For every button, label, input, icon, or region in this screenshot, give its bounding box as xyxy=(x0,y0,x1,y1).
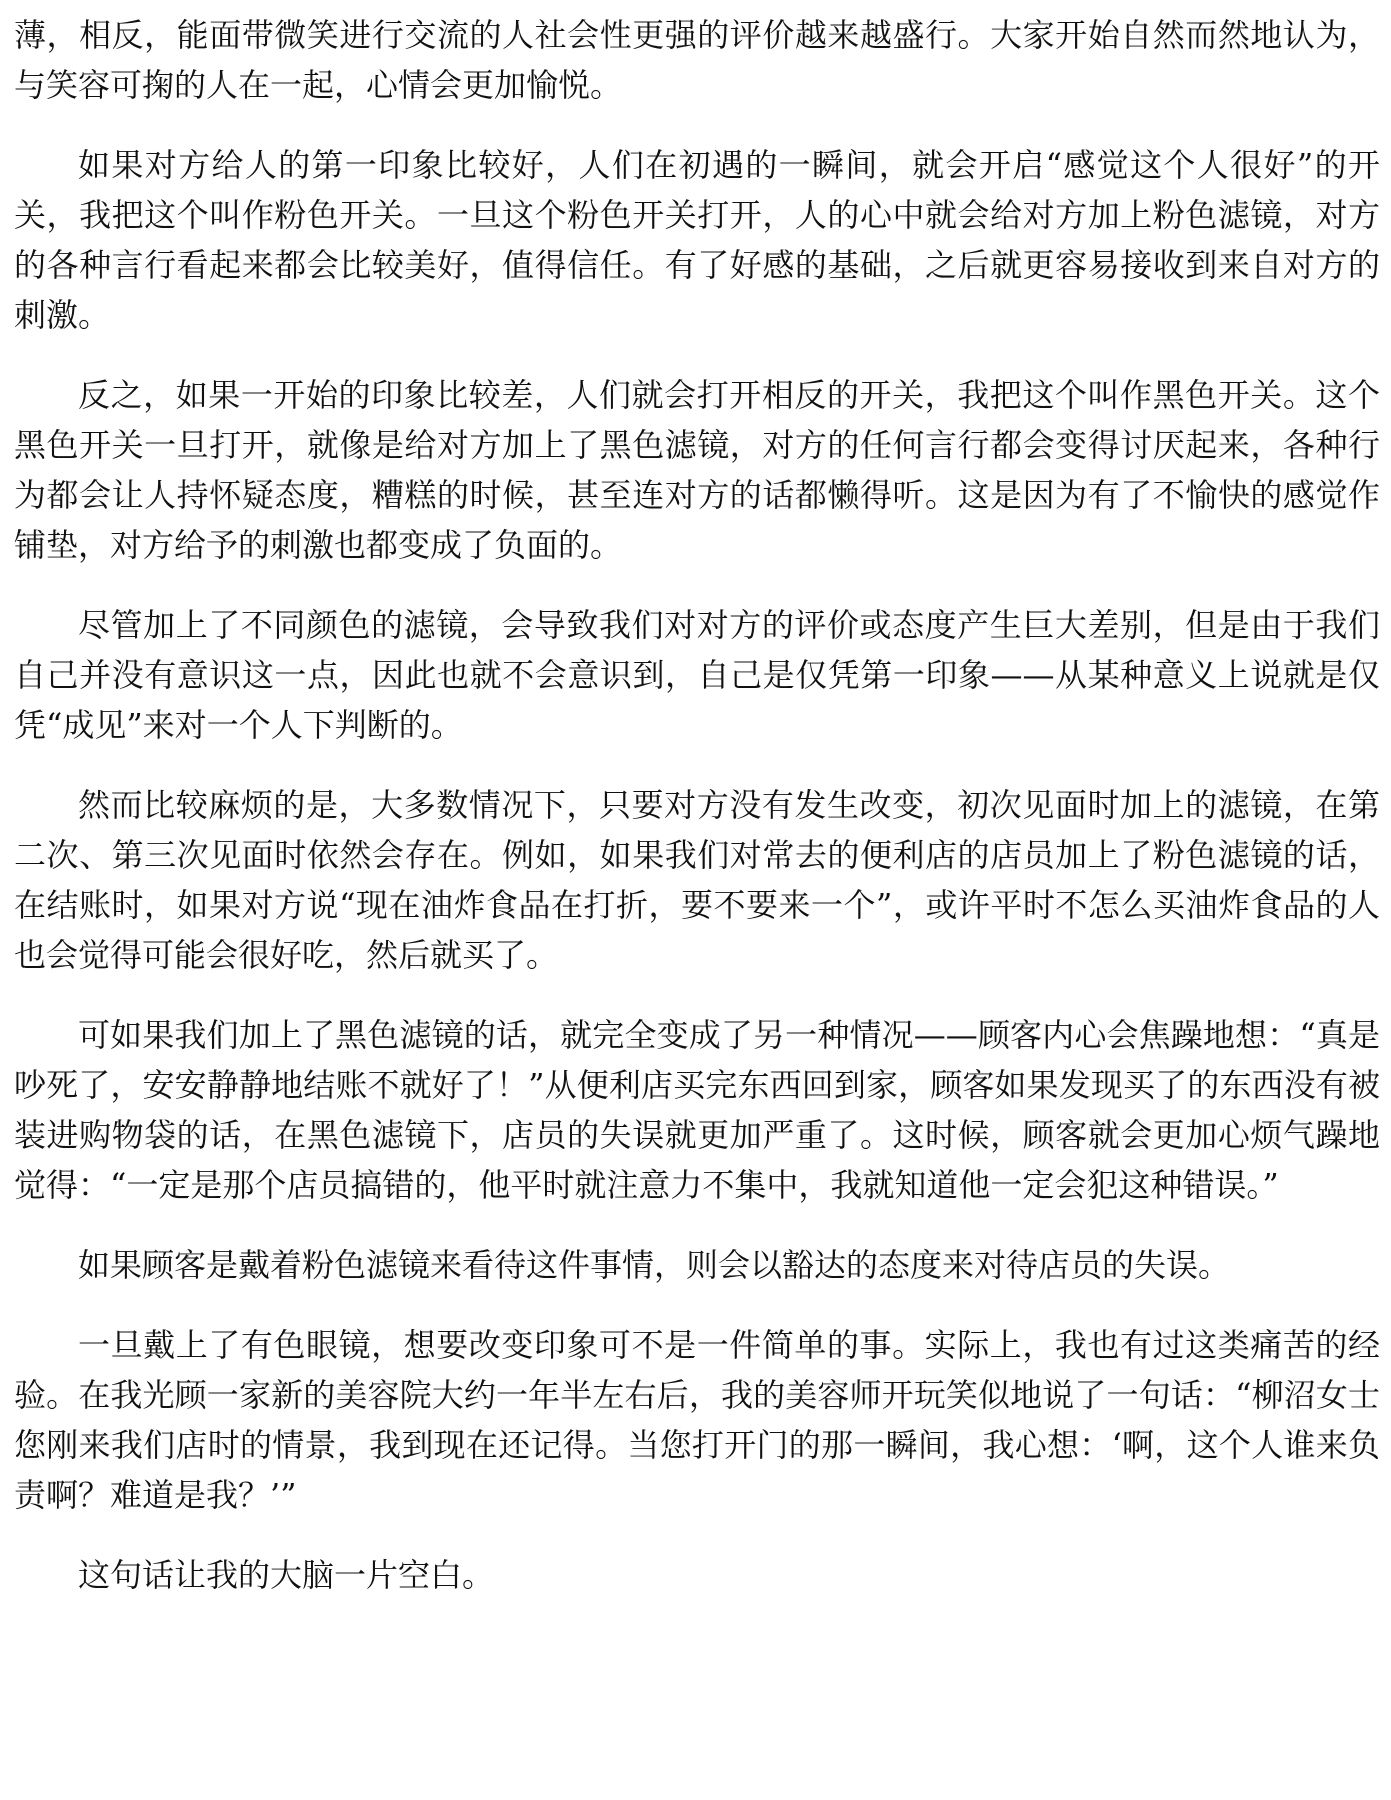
paragraph-2: 如果对方给人的第一印象比较好，人们在初遇的一瞬间，就会开启“感觉这个人很好”的开关，我把这个叫作粉色开关。一旦这个粉色开关打开，人的心中就会给对方加上粉色滤镜，对方的各种言行看起来都会比较美好，值得信任。有了好感的基础，之后就更容易接收到来自对方的刺激。 xyxy=(14,146,1380,334)
paragraph-4: 尽管加上了不同颜色的滤镜，会导致我们对对方的评价或态度产生巨大差别，但是由于我们自己并没有意识这一点，因此也就不会意识到，自己是仅凭第一印象——从某种意义上说就是仅凭“成见”来对一个人下判断的。 xyxy=(14,606,1380,744)
paragraph-3: 反之，如果一开始的印象比较差，人们就会打开相反的开关，我把这个叫作黑色开关。这个黑色开关一旦打开，就像是给对方加上了黑色滤镜，对方的任何言行都会变得讨厌起来，各种行为都会让人持怀疑态度，糟糕的时候，甚至连对方的话都懒得听。这是因为有了不愉快的感觉作铺垫，对方给予的刺激也都变成了负面的。 xyxy=(14,376,1380,564)
paragraph-1: 薄，相反，能面带微笑进行交流的人社会性更强的评价越来越盛行。大家开始自然而然地认为，与笑容可掬的人在一起，心情会更加愉悦。 xyxy=(14,16,1380,104)
paragraph-7: 如果顾客是戴着粉色滤镜来看待这件事情，则会以豁达的态度来对待店员的失误。 xyxy=(78,1246,1231,1284)
paragraph-6: 可如果我们加上了黑色滤镜的话，就完全变成了另一种情况——顾客内心会焦躁地想：“真是吵死了，安安静静地结账不就好了！”从便利店买完东西回到家，顾客如果发现买了的东西没有被装进购物袋的话，在黑色滤镜下，店员的失误就更加严重了。这时候，顾客就会更加心烦气躁地觉得：“一定是那个店员搞错的，他平时就注意力不集中，我就知道他一定会犯这种错误。” xyxy=(14,1016,1380,1204)
paragraph-5: 然而比较麻烦的是，大多数情况下，只要对方没有发生改变，初次见面时加上的滤镜，在第二次、第三次见面时依然会存在。例如，如果我们对常去的便利店的店员加上了粉色滤镜的话，在结账时，如果对方说“现在油炸食品在打折，要不要来一个”，或许平时不怎么买油炸食品的人也会觉得可能会很好吃，然后就买了。 xyxy=(14,786,1380,974)
paragraph-9: 这句话让我的大脑一片空白。 xyxy=(78,1556,495,1594)
document-page xyxy=(14,10,1380,1600)
paragraph-8: 一旦戴上了有色眼镜，想要改变印象可不是一件简单的事。实际上，我也有过这类痛苦的经验。在我光顾一家新的美容院大约一年半左右后，我的美容师开玩笑似地说了一句话：“柳沼女士您刚来我们店时的情景，我到现在还记得。当您打开门的那一瞬间，我心想：‘啊，这个人谁来负责啊？难道是我？’” xyxy=(14,1326,1380,1514)
